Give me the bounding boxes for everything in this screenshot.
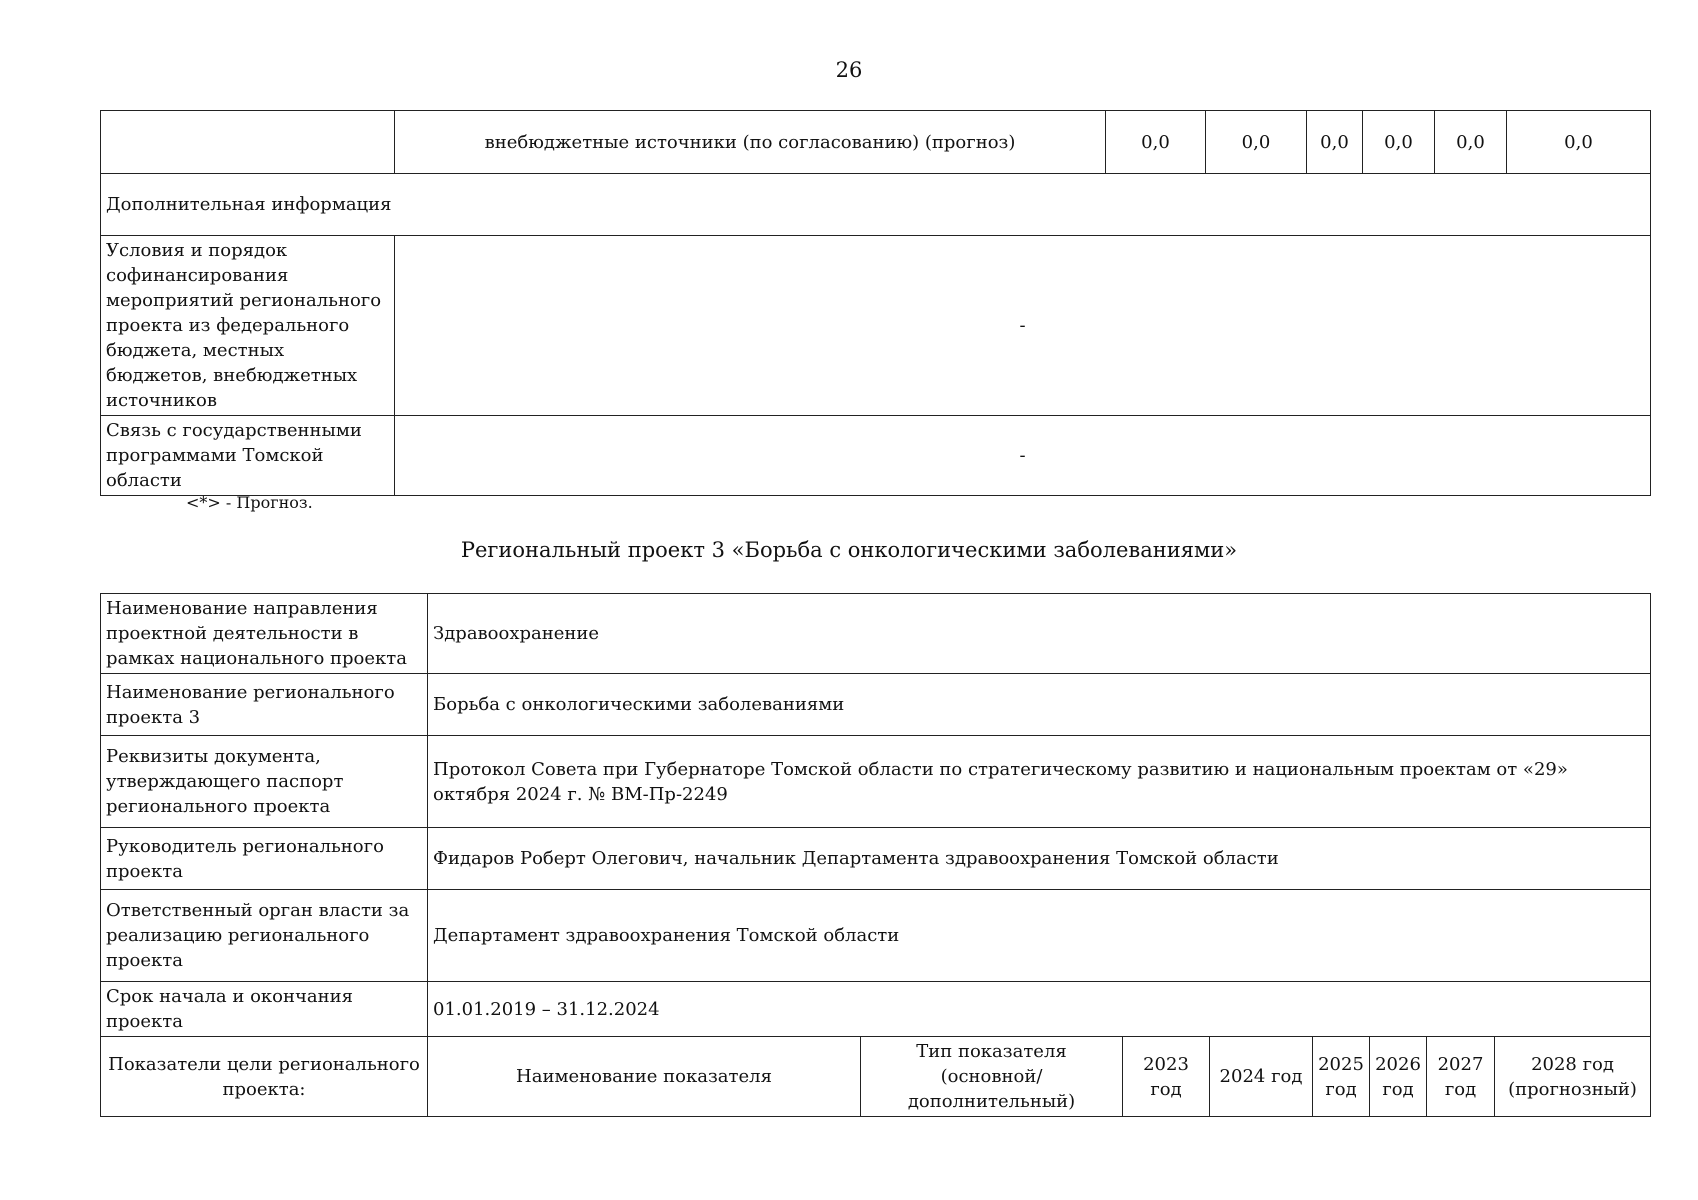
cofinancing-label: Условия и порядок софинансирования мероприятий регионального проекта из федерального бюджета, местных бюджетов, внебюджетных источников [101,236,395,416]
project-row [101,736,1651,828]
year-header: 2028 год (прогнозный) [1495,1037,1651,1117]
source-value: 0,0 [1363,111,1435,174]
project-row [101,594,1651,674]
project-row [101,982,1651,1037]
year-header: 2027 год [1427,1037,1495,1117]
cofinancing-value: - [395,236,1651,416]
project-table [100,593,1651,1117]
project-row [101,890,1651,982]
year-header: 2026 год [1370,1037,1427,1117]
row-value: Фидаров Роберт Олегович, начальник Департамента здравоохранения Томской области [428,828,1651,890]
page-number: 26 [835,58,863,82]
additional-info-header: Дополнительная информация [101,174,1651,236]
source-value: 0,0 [1307,111,1363,174]
row-value: Борьба с онкологическими заболеваниями [428,674,1651,736]
state-programs-label: Связь с государственными программами Томской области [101,416,395,496]
row-label: Реквизиты документа, утверждающего паспорт регионального проекта [101,736,428,828]
source-value: 0,0 [1206,111,1307,174]
year-header: 2023 год [1123,1037,1210,1117]
indicator-name-header: Наименование показателя [428,1037,861,1117]
cofinancing-row [101,236,1651,416]
row-value: 01.01.2019 – 31.12.2024 [428,982,1651,1037]
source-value: 0,0 [1106,111,1206,174]
project-row [101,674,1651,736]
budget-source-row [101,111,1651,174]
source-value: 0,0 [1435,111,1507,174]
section-title: Региональный проект 3 «Борьба с онкологическими заболеваниями» [460,538,1238,562]
state-programs-row [101,416,1651,496]
year-header: 2024 год [1210,1037,1313,1117]
source-value: 0,0 [1507,111,1651,174]
row-label: Ответственный орган власти за реализацию регионального проекта [101,890,428,982]
indicator-type-header: Тип показателя (основной/ дополнительный) [861,1037,1123,1117]
project-row [101,828,1651,890]
row-label: Руководитель регионального проекта [101,828,428,890]
row-value: Протокол Совета при Губернаторе Томской области по стратегическому развитию и национальным проектам от «29» октября 2024 г. № ВМ-Пр-2249 [428,736,1651,828]
row-label: Наименование регионального проекта 3 [101,674,428,736]
additional-info-row [101,174,1651,236]
row-value: Здравоохранение [428,594,1651,674]
state-programs-value: - [395,416,1651,496]
empty-cell [101,111,395,174]
year-header: 2025 год [1313,1037,1370,1117]
source-label: внебюджетные источники (по согласованию) (прогноз) [395,111,1106,174]
indicators-header-row [101,1037,1651,1117]
footnote: <*> - Прогноз. [186,493,313,512]
indicators-label: Показатели цели регионального проекта: [101,1037,428,1117]
row-label: Наименование направления проектной деятельности в рамках национального проекта [101,594,428,674]
row-label: Срок начала и окончания проекта [101,982,428,1037]
budget-table [100,110,1651,496]
row-value: Департамент здравоохранения Томской области [428,890,1651,982]
